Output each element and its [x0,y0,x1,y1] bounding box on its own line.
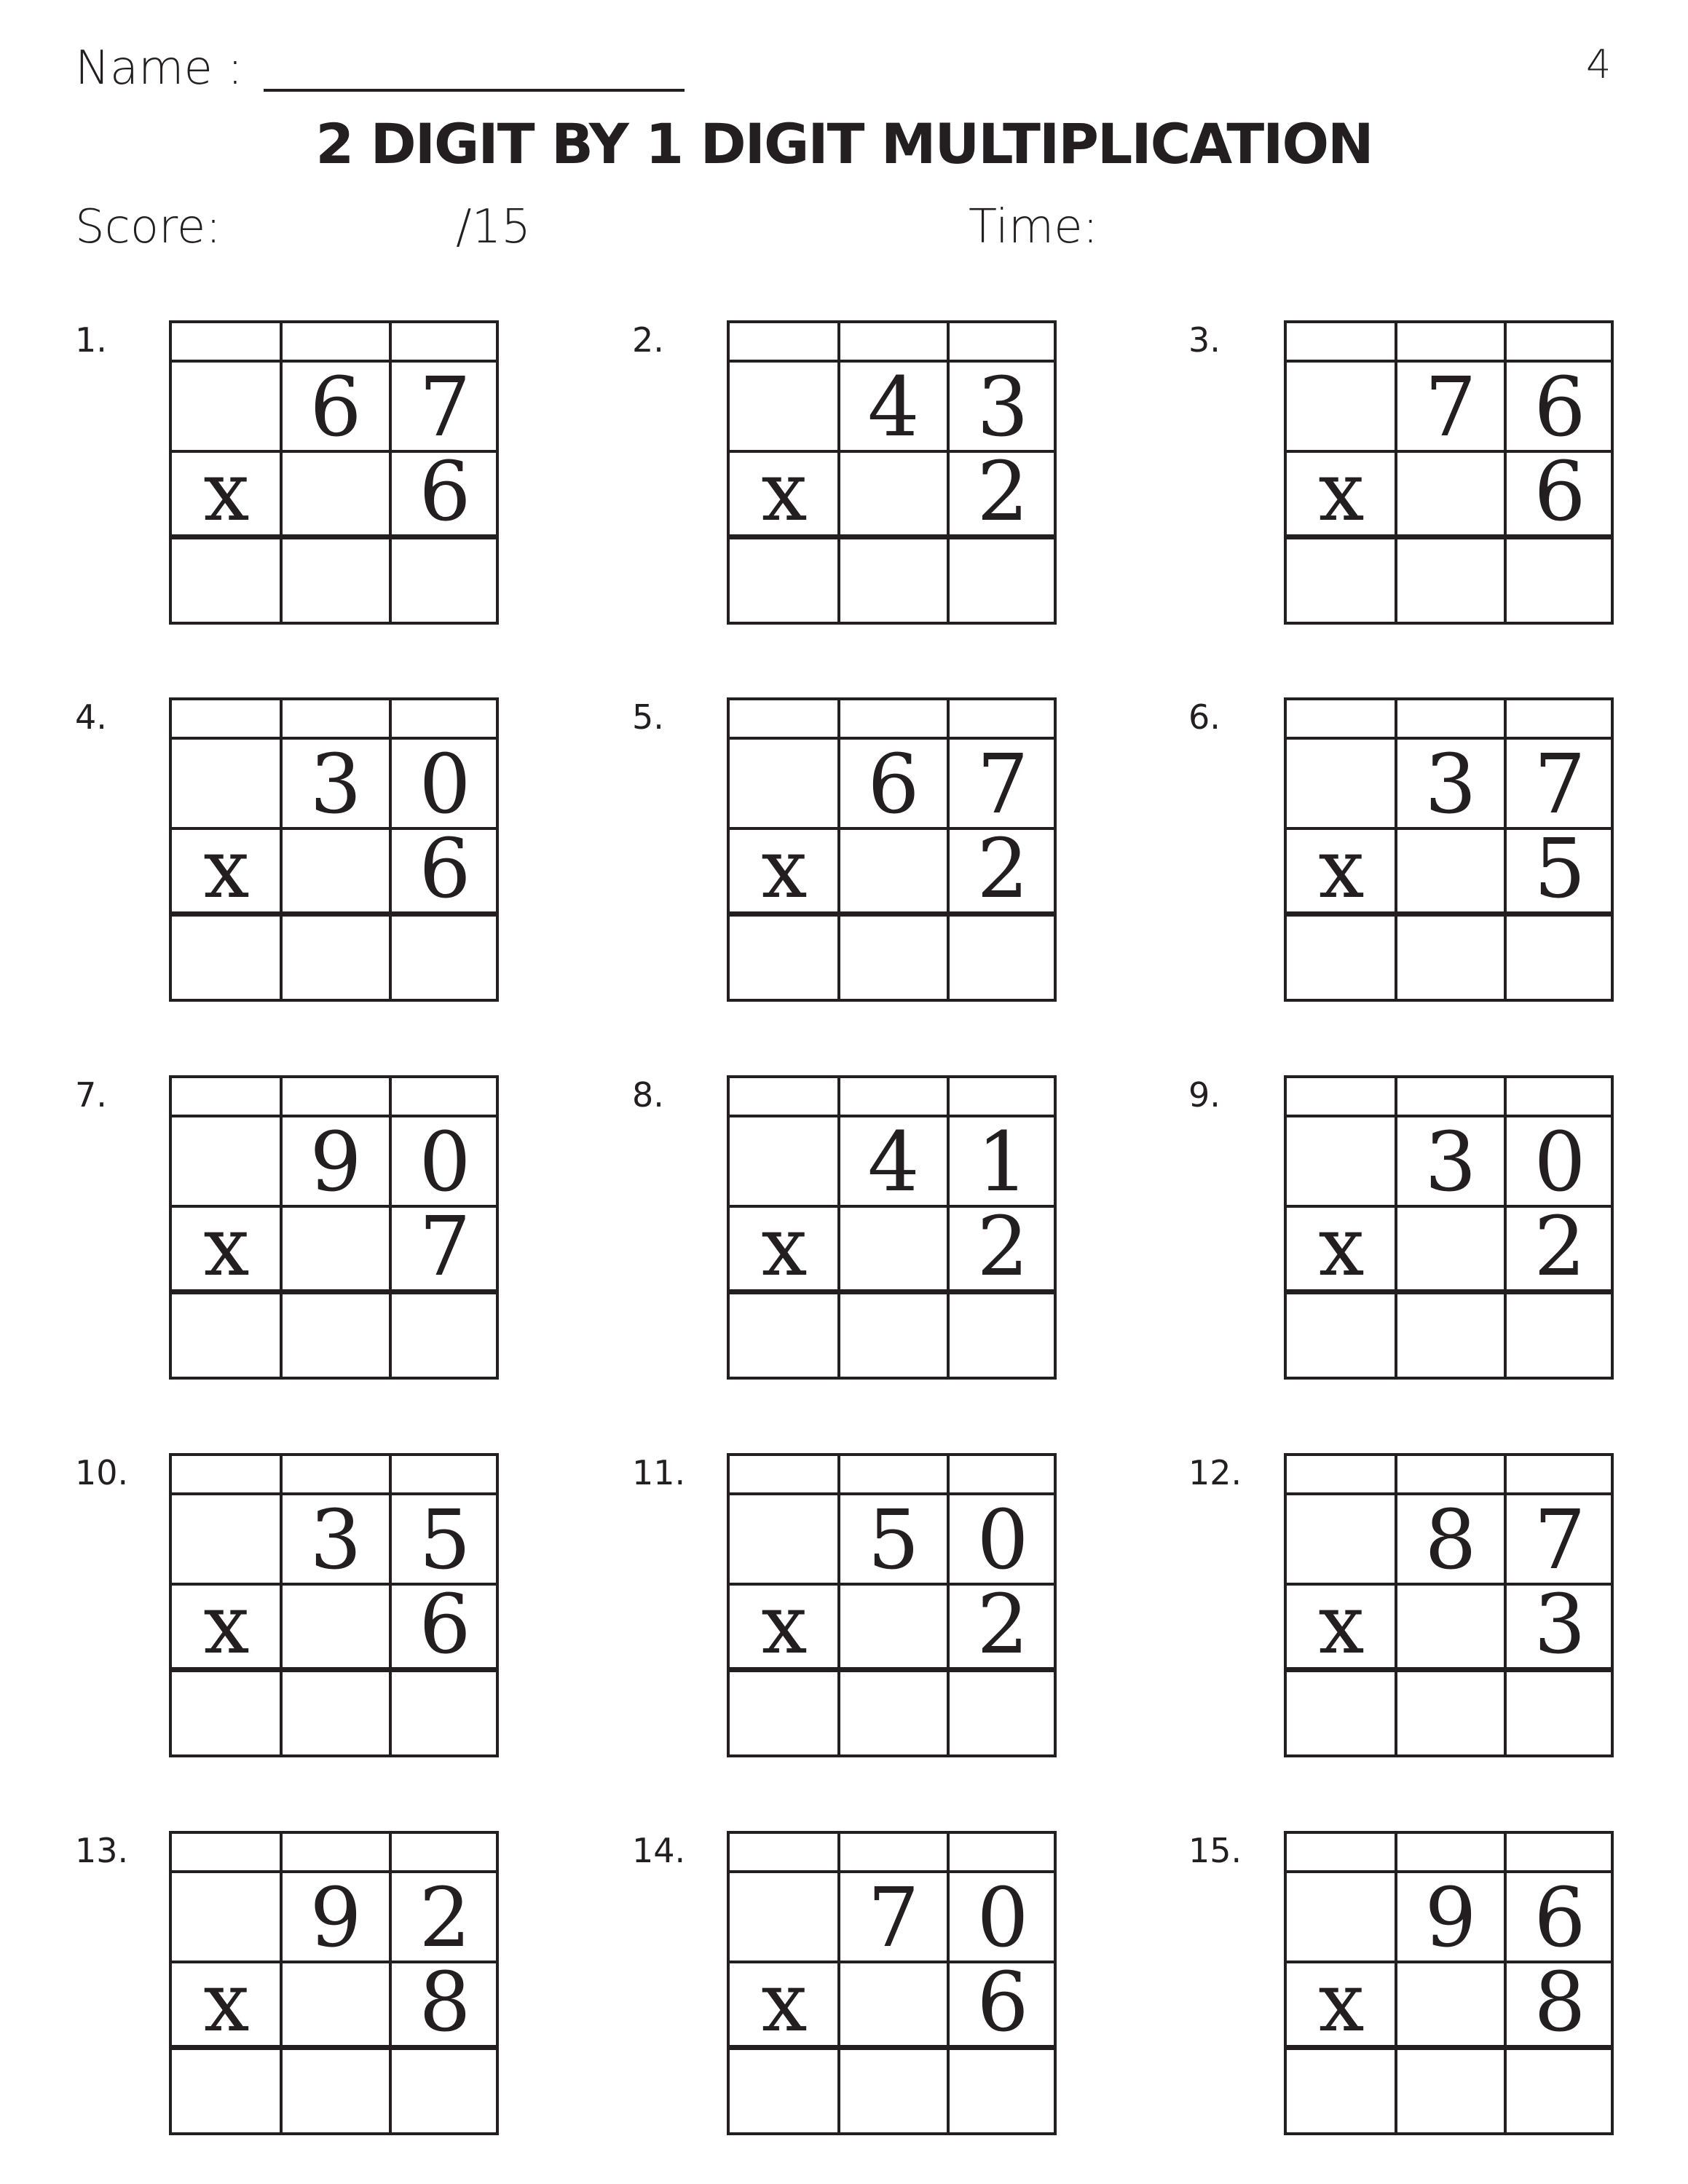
multiply-sign: x [761,445,808,539]
answer-area[interactable] [1287,2050,1611,2132]
multiplier-digit: 2 [977,822,1029,917]
tens-digit: 8 [1424,1493,1477,1588]
ones-digit: 7 [977,737,1029,832]
multiply-sign: x [1318,1200,1365,1294]
page-title: 2 DIGIT BY 1 DIGIT MULTIPLICATION [315,111,1373,176]
tens-digit: 3 [1424,1115,1477,1210]
multiplier-digit: 7 [419,1200,471,1294]
ones-digit: 0 [419,1115,471,1210]
problem-number: 15. [1188,1831,1242,1870]
multiplication-grid [169,1831,499,2135]
multiply-sign: x [761,822,808,917]
multiplication-grid [169,1453,499,1757]
tens-digit: 7 [1424,360,1477,455]
problem-number: 3. [1188,320,1220,360]
tens-digit: 6 [867,737,920,832]
multiplier-digit: 6 [977,1955,1029,2050]
ones-digit: 3 [977,360,1029,455]
tens-digit: 5 [867,1493,920,1588]
ones-digit: 0 [977,1493,1029,1588]
multiplication-grid [1284,1075,1614,1380]
answer-area[interactable] [172,1672,496,1754]
ones-digit: 2 [419,1871,471,1966]
tens-digit: 9 [1424,1871,1477,1966]
multiply-sign: x [1318,822,1365,917]
multiplier-digit: 2 [977,445,1029,539]
multiplier-digit: 2 [977,1578,1029,1672]
problem-number: 7. [75,1075,107,1115]
problem-number: 14. [632,1831,686,1870]
answer-area[interactable] [1287,539,1611,622]
multiply-sign: x [761,1578,808,1672]
multiplication-grid [1284,697,1614,1002]
time-label: Time: [969,200,1099,254]
multiplication-grid [169,1075,499,1380]
multiplier-digit: 8 [419,1955,471,2050]
multiplication-grid [1284,1453,1614,1757]
multiplier-digit: 8 [1534,1955,1586,2050]
tens-digit: 4 [867,1115,920,1210]
answer-area[interactable] [730,539,1054,622]
problem-number: 10. [75,1453,129,1492]
tens-digit: 6 [309,360,362,455]
answer-area[interactable] [172,1294,496,1377]
multiplier-digit: 6 [419,445,471,539]
multiplier-digit: 3 [1534,1578,1586,1672]
problem-number: 8. [632,1075,664,1115]
problem-number: 9. [1188,1075,1220,1115]
ones-digit: 6 [1534,360,1586,455]
answer-area[interactable] [730,1294,1054,1377]
multiply-sign: x [203,445,250,539]
multiplication-grid [1284,1831,1614,2135]
problem-number: 11. [632,1453,686,1492]
multiply-sign: x [761,1200,808,1294]
problem-number: 1. [75,320,107,360]
page-number: 4 [1586,41,1612,87]
answer-area[interactable] [730,1672,1054,1754]
multiplication-grid [1284,320,1614,625]
answer-area[interactable] [172,539,496,622]
tens-digit: 3 [309,1493,362,1588]
multiplication-grid [727,697,1057,1002]
ones-digit: 5 [419,1493,471,1588]
ones-digit: 7 [419,360,471,455]
problem-number: 5. [632,697,664,737]
multiplier-digit: 6 [1534,445,1586,539]
multiply-sign: x [203,1955,250,2050]
multiply-sign: x [1318,445,1365,539]
multiply-sign: x [203,822,250,917]
multiply-sign: x [203,1578,250,1672]
answer-area[interactable] [1287,917,1611,999]
tens-digit: 3 [1424,737,1477,832]
problem-number: 4. [75,697,107,737]
ones-digit: 7 [1534,1493,1586,1588]
answer-area[interactable] [730,917,1054,999]
score-label: Score: [75,200,221,254]
multiplier-digit: 5 [1534,822,1586,917]
multiplier-digit: 6 [419,1578,471,1672]
multiplier-digit: 6 [419,822,471,917]
tens-digit: 3 [309,737,362,832]
answer-area[interactable] [172,2050,496,2132]
name-answer-line[interactable] [264,89,685,92]
multiplication-grid [169,697,499,1002]
ones-digit: 0 [419,737,471,832]
answer-area[interactable] [1287,1294,1611,1377]
answer-area[interactable] [172,917,496,999]
problem-number: 12. [1188,1453,1242,1492]
problem-number: 6. [1188,697,1220,737]
ones-digit: 0 [977,1871,1029,1966]
multiplication-grid [727,1453,1057,1757]
multiplication-grid [727,320,1057,625]
name-label: Name : [75,41,243,95]
ones-digit: 0 [1534,1115,1586,1210]
multiply-sign: x [1318,1578,1365,1672]
multiplication-grid [169,320,499,625]
score-total: /15 [456,200,531,254]
ones-digit: 7 [1534,737,1586,832]
multiplication-grid [727,1831,1057,2135]
ones-digit: 1 [977,1115,1029,1210]
multiplication-grid [727,1075,1057,1380]
problem-number: 2. [632,320,664,360]
problem-number: 13. [75,1831,129,1870]
answer-area[interactable] [730,2050,1054,2132]
tens-digit: 4 [867,360,920,455]
multiply-sign: x [203,1200,250,1294]
tens-digit: 9 [309,1871,362,1966]
multiply-sign: x [1318,1955,1365,2050]
tens-digit: 7 [867,1871,920,1966]
tens-digit: 9 [309,1115,362,1210]
multiplier-digit: 2 [977,1200,1029,1294]
ones-digit: 6 [1534,1871,1586,1966]
multiply-sign: x [761,1955,808,2050]
multiplier-digit: 2 [1534,1200,1586,1294]
answer-area[interactable] [1287,1672,1611,1754]
